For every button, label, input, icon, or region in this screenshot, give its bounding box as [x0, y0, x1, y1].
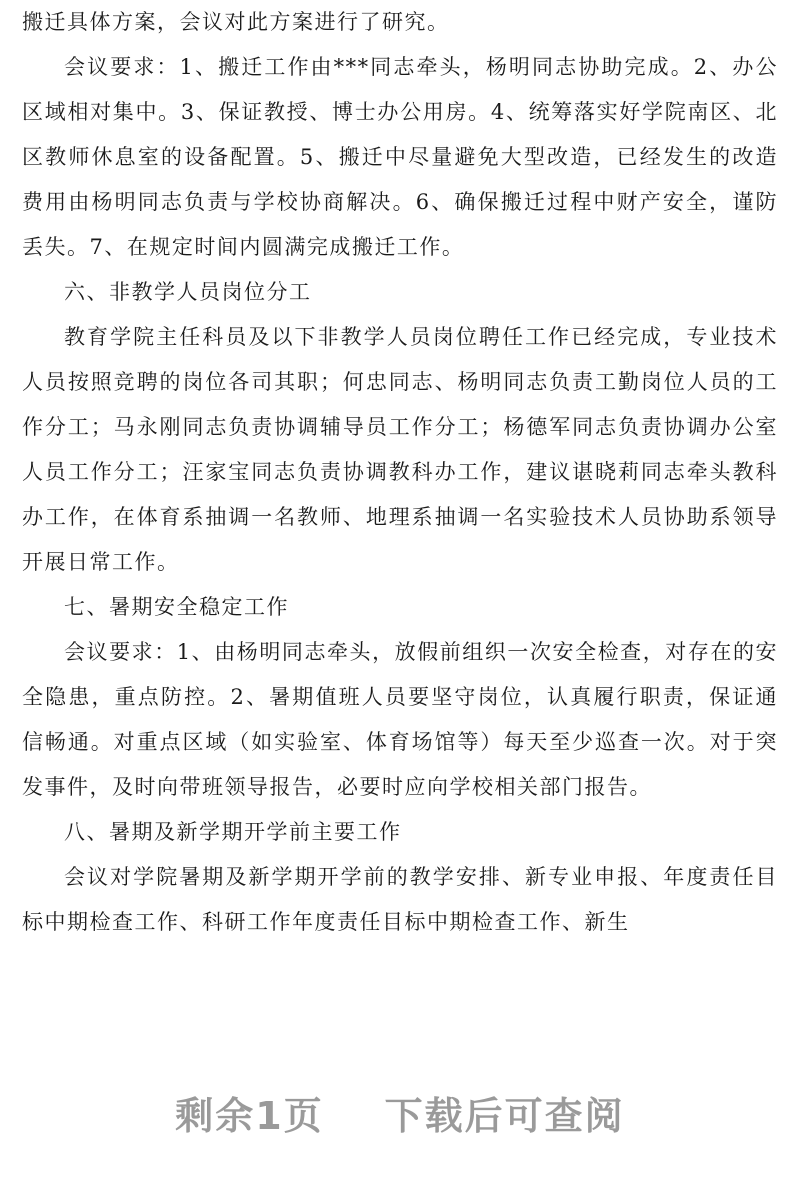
remaining-pages-label: 剩余1页 — [175, 1094, 324, 1138]
paragraph: 教育学院主任科员及以下非教学人员岗位聘任工作已经完成，专业技术人员按照竞聘的岗位各司其职；何忠同志、杨明同志负责工勤岗位人员的工作分工；马永刚同志负责协调辅导员工作分工；杨德军同志负责协调办公室人员工作分工；汪家宝同志负责协调教科办工作，建议谌晓莉同志牵头教科办工作，在体育系抽调一名教师、地理系抽调一名实验技术人员协助系领导开展日常工作。 — [22, 325, 778, 574]
download-to-view-label: 下载后可查阅 — [384, 1094, 625, 1138]
paragraph: 搬迁具体方案，会议对此方案进行了研究。 — [22, 10, 450, 34]
paragraph: 会议对学院暑期及新学期开学前的教学安排、新专业申报、年度责任目标中期检查工作、科研工作年度责任目标中期检查工作、新生 — [22, 865, 778, 934]
watermark: ​ — [117, 1067, 143, 1083]
section-heading: 八、暑期及新学期开学前主要工作 — [64, 820, 402, 844]
paragraph: 会议要求：1、由杨明同志牵头，放假前组织一次安全检查，对存在的安全隐患，重点防控。2、暑期值班人员要坚守岗位，认真履行职责，保证通信畅通。对重点区域（如实验室、体育场馆等）每天至少巡查一次。对于突发事件，及时向带班领导报告，必要时应向学校相关部门报告。 — [22, 640, 778, 799]
document-body — [22, 0, 778, 945]
download-prompt-banner[interactable] — [0, 1085, 800, 1140]
paragraph: 会议要求：1、搬迁工作由***同志牵头，杨明同志协助完成。2、办公区域相对集中。3、保证教授、博士办公用房。4、统筹落实好学院南区、北区教师休息室的设备配置。5、搬迁中尽量避免大型改造，已经发生的改造费用由杨明同志负责与学校协商解决。6、确保搬迁过程中财产安全，谨防丢失。7、在规定时间内圆满完成搬迁工作。 — [22, 55, 778, 259]
section-heading: 六、非教学人员岗位分工 — [64, 280, 312, 304]
section-heading: 七、暑期安全稳定工作 — [64, 595, 289, 619]
